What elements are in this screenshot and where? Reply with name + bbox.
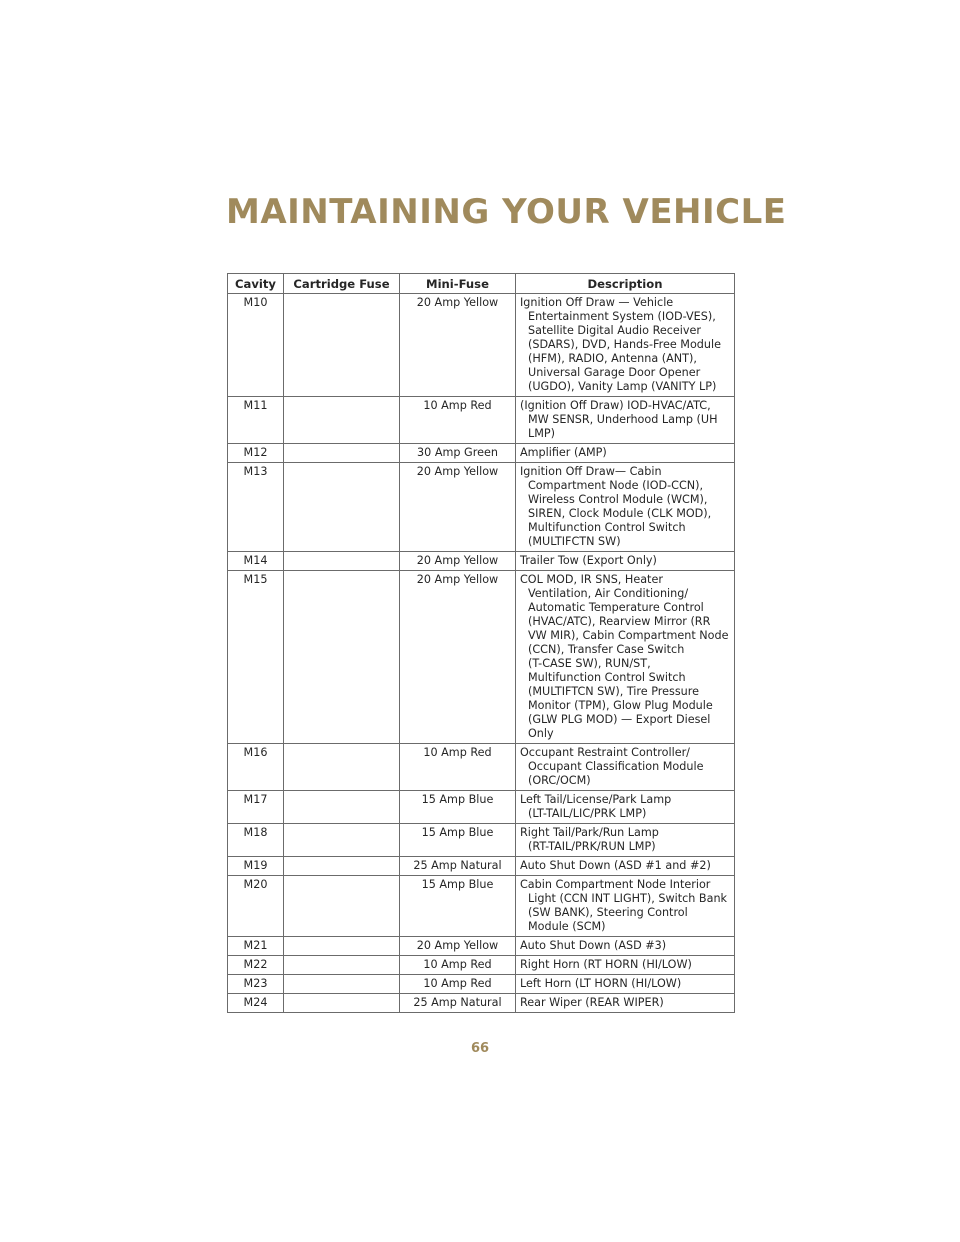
cartridge-fuse-cell: [284, 744, 400, 791]
table-row: [228, 397, 735, 444]
description-line: Ignition Off Draw — Vehicle: [520, 296, 674, 309]
description-line: Left Tail/License/Park Lamp: [520, 793, 672, 806]
mini-fuse-cell: 10 Amp Red: [400, 397, 516, 444]
cavity-cell: M12: [228, 444, 284, 463]
cartridge-fuse-cell: [284, 552, 400, 571]
description-cell: [516, 571, 735, 744]
mini-fuse-cell: 15 Amp Blue: [400, 876, 516, 937]
description-line: Multifunction Control Switch: [528, 521, 686, 534]
description-line: (MULTIFTCN SW), Tire Pressure: [528, 685, 699, 698]
description-line: Universal Garage Door Opener: [528, 366, 701, 379]
description-cell: [516, 397, 735, 444]
description-line: Trailer Tow (Export Only): [520, 554, 657, 567]
cavity-cell: M23: [228, 975, 284, 994]
table-row: [228, 444, 735, 463]
column-header-description: Description: [516, 274, 735, 294]
table-row: [228, 937, 735, 956]
table-row: [228, 824, 735, 857]
description-line: Auto Shut Down (ASD #1 and #2): [520, 859, 711, 872]
mini-fuse-cell: 10 Amp Red: [400, 956, 516, 975]
description-line: Auto Shut Down (ASD #3): [520, 939, 667, 952]
cartridge-fuse-cell: [284, 791, 400, 824]
table-row: [228, 791, 735, 824]
cartridge-fuse-cell: [284, 294, 400, 397]
description-line: Right Horn (RT HORN (HI/LOW): [520, 958, 692, 971]
mini-fuse-cell: 15 Amp Blue: [400, 791, 516, 824]
description-line: (T-CASE SW), RUN/ST,: [528, 657, 651, 670]
cartridge-fuse-cell: [284, 857, 400, 876]
table-row: [228, 571, 735, 744]
description-line: VW MIR), Cabin Compartment Node: [528, 629, 729, 642]
description-line: Module (SCM): [528, 920, 606, 933]
cavity-cell: M20: [228, 876, 284, 937]
cartridge-fuse-cell: [284, 876, 400, 937]
description-line: Rear Wiper (REAR WIPER): [520, 996, 664, 1009]
description-line: Light (CCN INT LIGHT), Switch Bank: [528, 892, 728, 905]
description-line: MW SENSR, Underhood Lamp (UH: [528, 413, 718, 426]
fuse-table: [227, 273, 735, 1013]
description-line: Cabin Compartment Node Interior: [520, 878, 711, 891]
description-line: (SW BANK), Steering Control: [528, 906, 688, 919]
mini-fuse-cell: 20 Amp Yellow: [400, 463, 516, 552]
description-cell: [516, 552, 735, 571]
table-row: [228, 994, 735, 1013]
column-header-mini-fuse: Mini-Fuse: [400, 274, 516, 294]
description-line: Wireless Control Module (WCM),: [528, 493, 708, 506]
description-line: COL MOD, IR SNS, Heater: [520, 573, 663, 586]
description-line: SIREN, Clock Module (CLK MOD),: [528, 507, 712, 520]
cavity-cell: M15: [228, 571, 284, 744]
mini-fuse-cell: 20 Amp Yellow: [400, 937, 516, 956]
description-cell: [516, 444, 735, 463]
description-line: Occupant Restraint Controller/: [520, 746, 690, 759]
cavity-cell: M19: [228, 857, 284, 876]
description-cell: [516, 824, 735, 857]
table-row: [228, 744, 735, 791]
description-line: Automatic Temperature Control: [528, 601, 704, 614]
table-row: [228, 876, 735, 937]
description-line: Occupant Classification Module: [528, 760, 704, 773]
cavity-cell: M18: [228, 824, 284, 857]
description-cell: [516, 937, 735, 956]
description-line: (HFM), RADIO, Antenna (ANT),: [528, 352, 697, 365]
description-line: Satellite Digital Audio Receiver: [528, 324, 701, 337]
column-header-cavity: Cavity: [228, 274, 284, 294]
cavity-cell: M13: [228, 463, 284, 552]
cartridge-fuse-cell: [284, 444, 400, 463]
table-row: [228, 857, 735, 876]
cartridge-fuse-cell: [284, 956, 400, 975]
table-header-row: [228, 274, 735, 294]
cartridge-fuse-cell: [284, 994, 400, 1013]
table-body: [228, 294, 735, 1013]
page-number: 66: [470, 1041, 490, 1056]
description-line: (MULTIFCTN SW): [528, 535, 621, 548]
cavity-cell: M24: [228, 994, 284, 1013]
cavity-cell: M22: [228, 956, 284, 975]
description-line: (UGDO), Vanity Lamp (VANITY LP): [528, 380, 717, 393]
mini-fuse-cell: 10 Amp Red: [400, 744, 516, 791]
cavity-cell: M21: [228, 937, 284, 956]
cartridge-fuse-cell: [284, 463, 400, 552]
description-line: Only: [528, 727, 554, 740]
description-cell: [516, 956, 735, 975]
cavity-cell: M11: [228, 397, 284, 444]
description-line: Monitor (TPM), Glow Plug Module: [528, 699, 713, 712]
description-cell: [516, 975, 735, 994]
cavity-cell: M14: [228, 552, 284, 571]
description-line: (CCN), Transfer Case Switch: [528, 643, 685, 656]
cartridge-fuse-cell: [284, 571, 400, 744]
description-cell: [516, 994, 735, 1013]
description-cell: [516, 463, 735, 552]
description-cell: [516, 876, 735, 937]
mini-fuse-cell: 25 Amp Natural: [400, 994, 516, 1013]
description-line: (LT-TAIL/LIC/PRK LMP): [528, 807, 647, 820]
cartridge-fuse-cell: [284, 824, 400, 857]
table-row: [228, 552, 735, 571]
mini-fuse-cell: 25 Amp Natural: [400, 857, 516, 876]
description-line: (ORC/OCM): [528, 774, 591, 787]
description-line: Compartment Node (IOD-CCN),: [528, 479, 704, 492]
table-row: [228, 294, 735, 397]
mini-fuse-cell: 15 Amp Blue: [400, 824, 516, 857]
description-cell: [516, 294, 735, 397]
column-header-cartridge-fuse: Cartridge Fuse: [284, 274, 400, 294]
description-line: (SDARS), DVD, Hands-Free Module: [528, 338, 721, 351]
description-line: Entertainment System (IOD-VES),: [528, 310, 716, 323]
cartridge-fuse-cell: [284, 397, 400, 444]
description-line: Ventilation, Air Conditioning/: [528, 587, 689, 600]
mini-fuse-cell: 20 Amp Yellow: [400, 294, 516, 397]
description-line: Amplifier (AMP): [520, 446, 607, 459]
description-cell: [516, 791, 735, 824]
mini-fuse-cell: 20 Amp Yellow: [400, 552, 516, 571]
description-cell: [516, 857, 735, 876]
table-row: [228, 463, 735, 552]
description-line: LMP): [528, 427, 555, 440]
section-title: MAINTAINING YOUR VEHICLE: [226, 192, 787, 232]
cavity-cell: M16: [228, 744, 284, 791]
mini-fuse-cell: 10 Amp Red: [400, 975, 516, 994]
cavity-cell: M10: [228, 294, 284, 397]
mini-fuse-cell: 30 Amp Green: [400, 444, 516, 463]
description-line: Left Horn (LT HORN (HI/LOW): [520, 977, 682, 990]
cartridge-fuse-cell: [284, 975, 400, 994]
table-row: [228, 975, 735, 994]
description-line: (GLW PLG MOD) — Export Diesel: [528, 713, 711, 726]
description-line: Ignition Off Draw— Cabin: [520, 465, 662, 478]
cartridge-fuse-cell: [284, 937, 400, 956]
mini-fuse-cell: 20 Amp Yellow: [400, 571, 516, 744]
table-row: [228, 956, 735, 975]
description-line: Multifunction Control Switch: [528, 671, 686, 684]
cavity-cell: M17: [228, 791, 284, 824]
description-line: Right Tail/Park/Run Lamp: [520, 826, 659, 839]
description-cell: [516, 744, 735, 791]
description-line: (RT-TAIL/PRK/RUN LMP): [528, 840, 656, 853]
description-line: (HVAC/ATC), Rearview Mirror (RR: [528, 615, 711, 628]
description-line: (Ignition Off Draw) IOD-HVAC/ATC,: [520, 399, 711, 412]
